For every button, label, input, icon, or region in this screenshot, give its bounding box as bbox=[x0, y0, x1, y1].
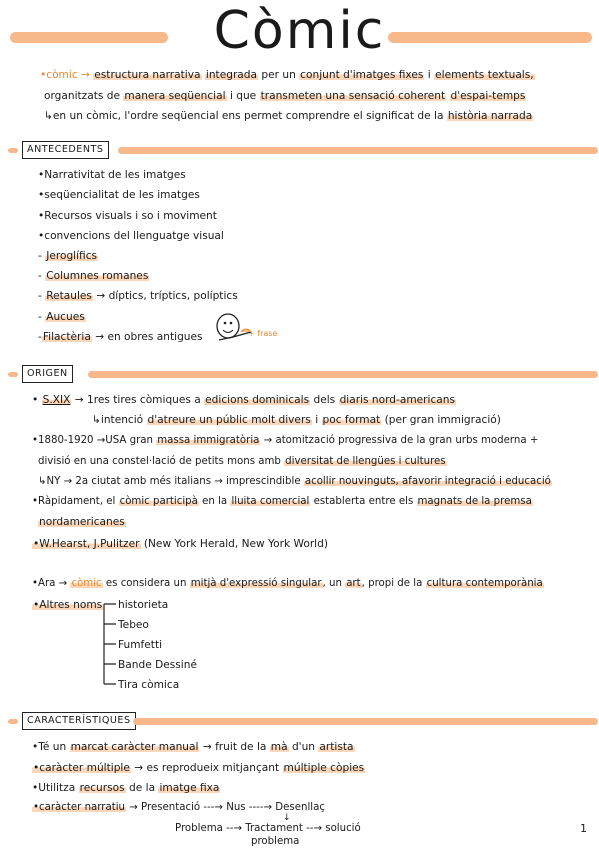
origen-altres: •Altres noms bbox=[33, 599, 103, 611]
intro-term: •còmic → bbox=[40, 69, 90, 81]
origen-rapid: •Ràpidament, el còmic participà en la lluita comercial establerta entre els magnats de la premsa bbox=[32, 496, 532, 507]
list-item: Tebeo bbox=[118, 619, 149, 631]
doodle-note: + frase bbox=[248, 329, 278, 338]
tree-branch-icon bbox=[100, 600, 120, 690]
origen-ara: •Ara → còmic es considera un mitjà d'expressió singular, un art, propi de la cultura contemporània bbox=[32, 578, 543, 589]
list-item: •convencions del llenguatge visual bbox=[38, 230, 224, 242]
section-origen bbox=[8, 365, 598, 383]
origen-sxix: • S.XIX → 1res tires còmiques a edicions dominicals dels diaris nord-americans bbox=[32, 394, 456, 406]
list-item: •seqüencialitat de les imatges bbox=[38, 189, 200, 201]
caract-4: •caràcter narratiu → Presentació ---→ Nus ----→ Desenllaç bbox=[33, 802, 325, 813]
origen-sxix-2: ↳intenció d'atreure un públic molt divers i poc format (per gran immigració) bbox=[92, 414, 501, 426]
list-item: Fumfetti bbox=[118, 639, 163, 651]
list-item: historieta bbox=[118, 599, 169, 611]
caract-1: •Té un marcat caràcter manual → fruit de la mà d'un artista bbox=[32, 741, 354, 753]
origen-ny: ↳NY → 2a ciutat amb més italians → imprescindible acollir nouvinguts, afavorir integració i educació bbox=[38, 476, 551, 487]
section-antecedents bbox=[8, 141, 598, 159]
section-heading: ANTECEDENTS bbox=[22, 141, 109, 159]
caract-3: •Utilitza recursos de la imatge fixa bbox=[32, 782, 220, 794]
list-item: - Retaules → díptics, tríptics, políptics bbox=[38, 290, 238, 302]
caract-4-2: Problema --→ Tractament --→ solució bbox=[175, 823, 361, 834]
list-item: -Filactèria → en obres antigues bbox=[38, 331, 203, 343]
origen-rapid-2: nordamericanes bbox=[39, 516, 125, 528]
section-heading: CARACTERÍSTIQUES bbox=[22, 712, 136, 730]
intro-line-1: •còmic → estructura narrativa integrada per un conjunt d'imatges fixes i elements textuals, bbox=[40, 69, 534, 81]
intro-line-3: ↳en un còmic, l'ordre seqüencial ens permet comprendre el significat de la història narrada bbox=[44, 110, 533, 122]
list-item: •Recursos visuals i so i moviment bbox=[38, 210, 217, 222]
caract-4-3: problema bbox=[251, 836, 300, 847]
down-arrow-icon: ↓ bbox=[283, 813, 291, 823]
caract-2: •caràcter múltiple → es reprodueix mitjançant múltiple còpies bbox=[33, 762, 365, 774]
section-heading: ORIGEN bbox=[22, 365, 73, 383]
list-item: Tira còmica bbox=[118, 679, 180, 691]
page-number: 1 bbox=[580, 822, 587, 835]
origen-1880: •1880-1920 →USA gran massa immigratòria → atomització progressiva de la gran urbs moderna + bbox=[32, 435, 539, 446]
speech-bubble-doodle-icon bbox=[213, 312, 253, 348]
list-item: •Narrativitat de les imatges bbox=[38, 169, 186, 181]
section-caracteristiques bbox=[8, 712, 598, 730]
page-title: Còmic bbox=[213, 1, 386, 61]
intro-line-2: organitzats de manera seqüencial i que transmeten una sensació coherent d'espai-temps bbox=[44, 90, 526, 102]
list-item: - Jeroglífics bbox=[38, 250, 98, 262]
list-item: Bande Dessiné bbox=[118, 659, 197, 671]
origen-hearst: •W.Hearst, J.Pulitzer (New York Herald, New York World) bbox=[33, 538, 328, 550]
list-item: - Aucues bbox=[38, 311, 85, 323]
origen-1880-2: divisió en una constel·lació de petits mons amb diversitat de llengües i cultures bbox=[38, 456, 446, 467]
list-item: - Columnes romanes bbox=[38, 270, 149, 282]
